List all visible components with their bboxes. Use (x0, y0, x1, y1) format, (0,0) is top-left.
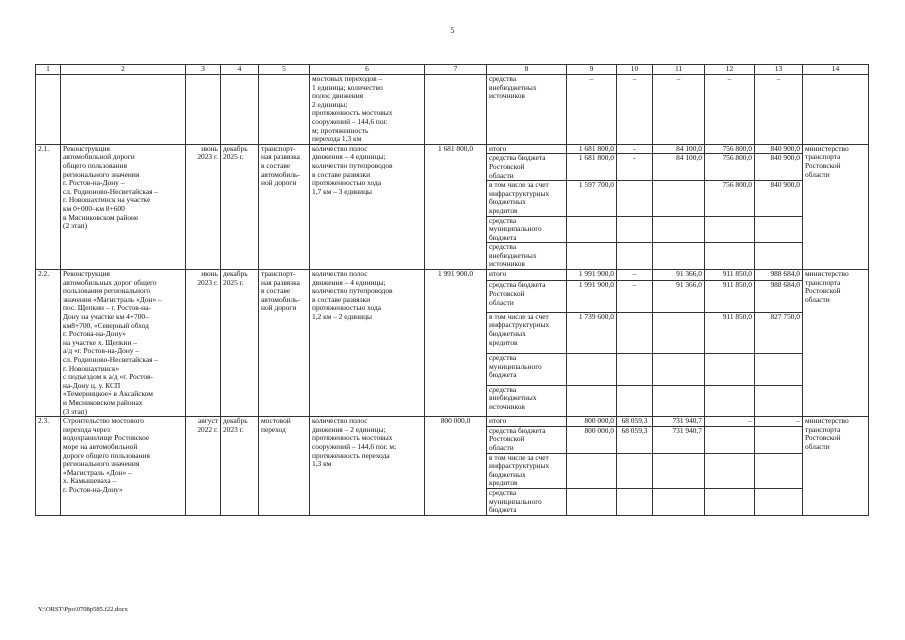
funding-value-v13 (755, 426, 803, 453)
funding-value-v9: 1 991 900,0 (567, 270, 617, 281)
header-col-7: 7 (425, 65, 487, 75)
cont-empty-col-1 (36, 75, 61, 145)
start-date: июнь 2023 г. (186, 270, 221, 417)
cont-value-col9: – (567, 75, 617, 145)
funding-source-label: в том числе за счет инфраструктурных бюджетных кредитов (487, 312, 567, 354)
funding-source-label: средства муниципального бюджета (487, 488, 567, 515)
funding-value-v13: 840 900,0 (755, 181, 803, 216)
investment-table (35, 64, 869, 516)
header-col-9: 9 (567, 65, 617, 75)
funding-value-v12: 911 850,0 (705, 270, 755, 281)
funding-value-v12: 756 800,0 (705, 144, 755, 154)
cont-empty-col-3 (186, 75, 221, 145)
cont-characteristics: мостовых переходов – 1 единица; количество полос движения 2 единицы; протяженность мостовых сооружений – 144,6 пог. м; протяженность перехода 1,3 км (310, 75, 425, 145)
funding-value-v11: 731 940,7 (653, 426, 705, 453)
header-col-1: 1 (36, 65, 61, 75)
cont-value-col11: – (653, 75, 705, 145)
responsible-ministry: министерство транспорта Ростовской области (803, 144, 869, 269)
funding-source-label: средства бюджета Ростовской области (487, 281, 567, 312)
estimated-cost: 1 681 800,0 (425, 144, 487, 269)
table-row (36, 270, 869, 281)
funding-value-v13: 840 900,0 (755, 154, 803, 181)
page-number: 5 (450, 26, 455, 35)
funding-value-v9 (567, 216, 617, 243)
funding-value-v13 (755, 488, 803, 515)
funding-value-v10 (617, 354, 653, 385)
header-col-11: 11 (653, 65, 705, 75)
funding-value-v13: – (755, 417, 803, 427)
header-col-13: 13 (755, 65, 803, 75)
funding-value-v13 (755, 453, 803, 488)
funding-value-v11 (653, 312, 705, 354)
funding-value-v10 (617, 216, 653, 243)
funding-value-v10: – (617, 270, 653, 281)
cont-empty-col-5 (259, 75, 310, 145)
end-date: декабрь 2025 г. (221, 144, 259, 269)
cont-empty-col-7 (425, 75, 487, 145)
funding-source-label: средства бюджета Ростовской области (487, 426, 567, 453)
funding-value-v12 (705, 488, 755, 515)
funding-value-v11 (653, 181, 705, 216)
funding-value-v9: 1 991 900,0 (567, 281, 617, 312)
funding-value-v10 (617, 453, 653, 488)
funding-value-v12 (705, 354, 755, 385)
cont-value-col12: – (705, 75, 755, 145)
funding-value-v10 (617, 243, 653, 270)
object-characteristics: количество полос движения – 4 единицы; количество путепроводов в составе развязки протяженностью хода 1,7 км – 3 единицы (310, 144, 425, 269)
funding-value-v9 (567, 385, 617, 416)
funding-value-v9 (567, 488, 617, 515)
funding-value-v10: 68 059,3 (617, 426, 653, 453)
funding-value-v11 (653, 243, 705, 270)
funding-value-v11: 84 100,0 (653, 144, 705, 154)
object-type: транспорт- ная развязка в составе автомобиль- ной дороги (259, 144, 310, 269)
cont-value-col10: – (617, 75, 653, 145)
funding-value-v13 (755, 216, 803, 243)
funding-value-v12 (705, 243, 755, 270)
header-row (36, 65, 869, 75)
row-number: 2.1. (36, 144, 61, 269)
end-date: декабрь 2025 г. (221, 270, 259, 417)
end-date: декабрь 2023 г. (221, 417, 259, 516)
funding-value-v12: 911 850,0 (705, 312, 755, 354)
cont-empty-col-2 (61, 75, 186, 145)
funding-source-label: средства бюджета Ростовской области (487, 154, 567, 181)
funding-source-label: средства внебюджетных источников (487, 243, 567, 270)
start-date: август 2022 г. (186, 417, 221, 516)
funding-value-v9: 1 681 800,0 (567, 144, 617, 154)
cont-empty-col-14 (803, 75, 869, 145)
header-col-5: 5 (259, 65, 310, 75)
funding-source-label: средства муниципального бюджета (487, 354, 567, 385)
responsible-ministry: министерство транспорта Ростовской области (803, 270, 869, 417)
funding-value-v13 (755, 385, 803, 416)
object-characteristics: количество полос движения – 4 единицы; количество путепроводов в составе развязки протяженностью хода 1,2 км – 2 единицы (310, 270, 425, 417)
continuation-row (36, 75, 869, 145)
object-name: Реконструкция автомобильной дороги общего пользования регионального значения г. Ростов-на-Дону – сл. Родионово-Несветайская – г. Новошахтинск на участке км 0+000–км 8+600 в Мясниковском районе (2 этап) (61, 144, 186, 269)
table-row (36, 144, 869, 154)
funding-value-v10 (617, 385, 653, 416)
object-type: транспорт- ная развязка в составе автомобиль- ной дороги (259, 270, 310, 417)
funding-value-v9: 800 000,0 (567, 417, 617, 427)
row-number: 2.2. (36, 270, 61, 417)
estimated-cost: 1 991 900,0 (425, 270, 487, 417)
funding-value-v10 (617, 488, 653, 515)
funding-value-v12 (705, 216, 755, 243)
funding-value-v11: 84 100,0 (653, 154, 705, 181)
funding-source-label: в том числе за счет инфраструктурных бюджетных кредитов (487, 453, 567, 488)
funding-value-v13: 988 684,0 (755, 270, 803, 281)
funding-value-v9: 1 681 800,0 (567, 154, 617, 181)
funding-value-v12 (705, 453, 755, 488)
funding-value-v10 (617, 312, 653, 354)
funding-value-v11: 731 940,7 (653, 417, 705, 427)
funding-value-v12: 911 850,0 (705, 281, 755, 312)
funding-value-v13: 988 684,0 (755, 281, 803, 312)
funding-source-label: средства внебюджетных источников (487, 385, 567, 416)
funding-value-v9 (567, 354, 617, 385)
funding-value-v10: – (617, 281, 653, 312)
object-name: Реконструкция автомобильных дорог общего пользования регионального значения «Магистраль «Дон» – пос. Щепкин – г. Ростов-на- Дону на участке км 4+700– км8+700, «Северный обход г. Ростова-на-Дону» на участке х. Щепкин – а/д «г. Ростов-на-Дону – сл. Родионово-Несветайская – г. Новошахтинск» с подъездом к а/д «г. Ростов- на-Дону ц. у. КСП «Темерницкое» в Аксайском и Мясниковском районах (3 этап) (61, 270, 186, 417)
funding-value-v13 (755, 354, 803, 385)
header-col-2: 2 (61, 65, 186, 75)
funding-value-v12 (705, 426, 755, 453)
object-type: мостовой переход (259, 417, 310, 516)
funding-value-v10 (617, 181, 653, 216)
funding-value-v11 (653, 453, 705, 488)
funding-value-v12 (705, 385, 755, 416)
funding-value-v9: 800 000,0 (567, 426, 617, 453)
funding-source-label: итого (487, 417, 567, 427)
funding-value-v11 (653, 354, 705, 385)
funding-value-v12: 756 800,0 (705, 154, 755, 181)
funding-value-v13 (755, 243, 803, 270)
funding-value-v10: - (617, 154, 653, 181)
object-characteristics: количество полос движения – 2 единицы; протяженность мостовых сооружений – 144,6 пог. м; протяженность перехода 1,3 км (310, 417, 425, 516)
responsible-ministry: министерство транспорта Ростовской области (803, 417, 869, 516)
footer-file-path: Y:\ORST\Ppo\0708p585.f22.docx (38, 606, 128, 613)
row-number: 2.3. (36, 417, 61, 516)
cont-source-label: средства внебюджетных источников (487, 75, 567, 145)
estimated-cost: 800 000,0 (425, 417, 487, 516)
funding-value-v10: 68 059,3 (617, 417, 653, 427)
funding-value-v9 (567, 453, 617, 488)
object-name: Строительство мостового перехода через водохранилище Ростовское море на автомобильной дороге общего пользования регионального значения «Магистраль «Дон» – х. Камышеваха – г. Ростов-на-Дону» (61, 417, 186, 516)
funding-value-v13: 827 750,0 (755, 312, 803, 354)
funding-source-label: итого (487, 144, 567, 154)
header-col-4: 4 (221, 65, 259, 75)
funding-value-v11: 91 366,0 (653, 270, 705, 281)
funding-value-v12: 756 800,0 (705, 181, 755, 216)
funding-value-v10: - (617, 144, 653, 154)
funding-source-label: в том числе за счет инфраструктурных бюджетных кредитов (487, 181, 567, 216)
funding-value-v13: 840 900,0 (755, 144, 803, 154)
funding-value-v9: 1 739 600,0 (567, 312, 617, 354)
header-col-14: 14 (803, 65, 869, 75)
funding-value-v11 (653, 216, 705, 243)
funding-source-label: итого (487, 270, 567, 281)
cont-value-col13: – (755, 75, 803, 145)
header-col-6: 6 (310, 65, 425, 75)
header-col-12: 12 (705, 65, 755, 75)
start-date: июнь 2023 г. (186, 144, 221, 269)
header-col-3: 3 (186, 65, 221, 75)
funding-value-v12: – (705, 417, 755, 427)
header-col-10: 10 (617, 65, 653, 75)
funding-value-v9: 1 597 700,0 (567, 181, 617, 216)
funding-value-v9 (567, 243, 617, 270)
funding-value-v11 (653, 488, 705, 515)
funding-source-label: средства муниципального бюджета (487, 216, 567, 243)
cont-empty-col-4 (221, 75, 259, 145)
funding-value-v11 (653, 385, 705, 416)
header-col-8: 8 (487, 65, 567, 75)
table-row (36, 417, 869, 427)
funding-value-v11: 91 366,0 (653, 281, 705, 312)
